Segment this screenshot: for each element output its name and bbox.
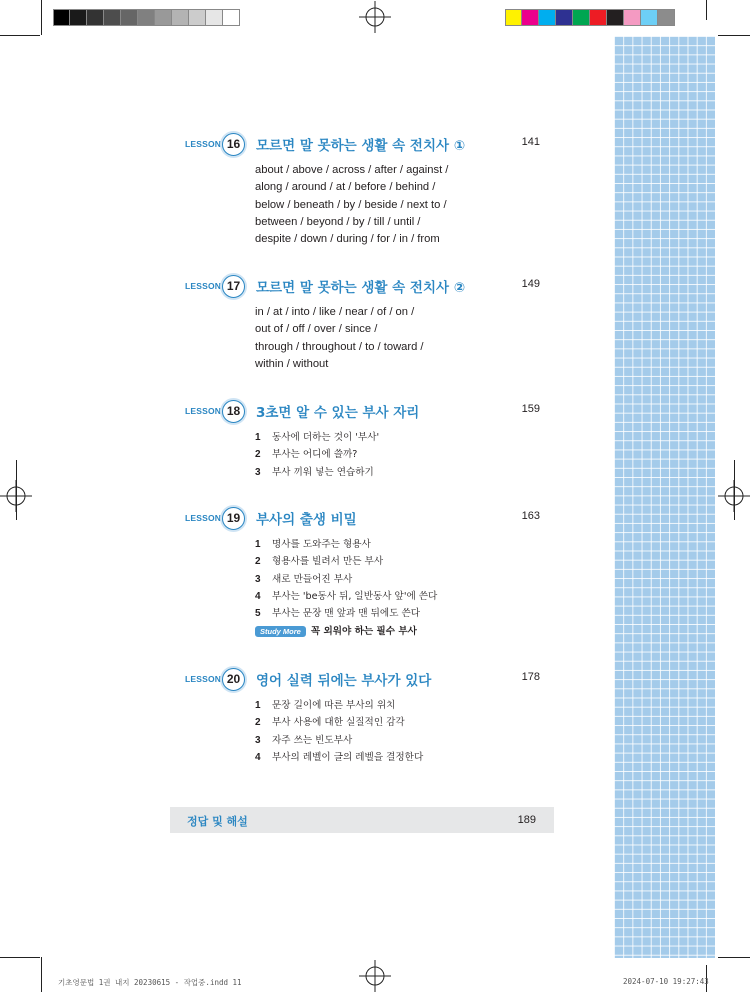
crop-mark (718, 35, 750, 36)
color-swatch (607, 9, 624, 26)
vocab-line: within / without (255, 357, 329, 370)
registration-mark-icon (359, 1, 391, 33)
color-swatch (539, 9, 556, 26)
color-swatch (590, 9, 607, 26)
color-swatch (641, 9, 658, 26)
topic-item: 2 부사는 어디에 쓸까? (255, 449, 358, 461)
crop-mark (706, 0, 707, 20)
crop-mark (0, 35, 40, 36)
color-swatch (70, 9, 87, 26)
study-more-text: 꼭 외워야 하는 필수 부사 (310, 626, 417, 638)
topic-item: 4 부사의 레벨이 글의 레벨을 결정한다 (255, 751, 424, 763)
answers-page-number: 189 (517, 814, 536, 826)
answers-label: 정답 및 해설 (187, 815, 248, 828)
color-swatch (505, 9, 522, 26)
topic-list (255, 536, 437, 640)
lesson-page-number: 159 (521, 403, 540, 415)
vocab-line: between / beyond / by / till / until / (255, 215, 421, 228)
grid-side-tab (614, 36, 715, 958)
topic-item: 3 부사 끼워 넣는 연습하기 (255, 466, 374, 478)
vocab-line: along / around / at / before / behind / (255, 181, 436, 194)
topic-list (255, 429, 379, 481)
color-swatch (206, 9, 223, 26)
crop-mark (718, 957, 750, 958)
lesson-18[interactable] (185, 400, 540, 485)
color-swatch (658, 9, 675, 26)
topic-item: 3 자주 쓰는 빈도부사 (255, 734, 353, 746)
lesson-title: 모르면 말 못하는 생활 속 전치사 ① (256, 138, 466, 154)
lesson-label: LESSON (185, 139, 222, 149)
lesson-label: LESSON (185, 513, 222, 523)
crop-mark (41, 0, 42, 35)
topic-item: 2 형용사를 빌려서 만든 부사 (255, 556, 384, 568)
topic-item: 1 문장 길이에 따른 부사의 위치 (255, 700, 396, 711)
topic-list (255, 697, 423, 766)
lesson-number-badge: 16 (222, 133, 245, 156)
lesson-page-number: 178 (521, 671, 540, 683)
color-swatch (624, 9, 641, 26)
crop-mark (734, 460, 735, 520)
topic-item: 1 동사에 더하는 것이 '부사' (255, 432, 380, 443)
color-swatch (53, 9, 70, 26)
vocab-list (255, 162, 448, 248)
color-swatch (223, 9, 240, 26)
lesson-page-number: 141 (521, 136, 540, 148)
topic-item: 4 부사는 'be동사 뒤, 일반동사 앞'에 쓴다 (255, 590, 438, 602)
lesson-label: LESSON (185, 281, 222, 291)
topic-item: 2 부사 사용에 대한 실질적인 감각 (255, 717, 405, 729)
vocab-line: about / above / across / after / against / (255, 164, 449, 176)
lesson-number-badge: 17 (222, 275, 245, 298)
lesson-title: 3초면 알 수 있는 부사 자리 (256, 405, 420, 421)
color-swatch (121, 9, 138, 26)
lesson-page-number: 149 (521, 278, 540, 290)
lesson-number-badge: 18 (222, 400, 245, 423)
crop-mark (0, 957, 40, 958)
lesson-page-number: 163 (521, 510, 540, 522)
lesson-number-badge: 20 (222, 668, 245, 691)
grayscale-bar (53, 9, 240, 26)
color-swatch (172, 9, 189, 26)
crop-mark (41, 957, 42, 992)
vocab-list (255, 304, 424, 373)
study-more-badge: Study More (255, 626, 306, 637)
lesson-19[interactable] (185, 507, 540, 647)
lesson-label: LESSON (185, 674, 222, 684)
color-swatch (155, 9, 172, 26)
vocab-line: out of / off / over / since / (255, 323, 378, 336)
topic-item: 1 명사를 도와주는 형용사 (255, 539, 371, 550)
color-swatch (573, 9, 590, 26)
lesson-number-badge: 19 (222, 507, 245, 530)
registration-mark-icon (359, 960, 391, 992)
color-swatch (104, 9, 121, 26)
lesson-20[interactable] (185, 668, 540, 768)
vocab-line: despite / down / during / for / in / from (255, 233, 440, 246)
lesson-17[interactable] (185, 275, 540, 375)
lesson-16[interactable] (185, 133, 540, 253)
lesson-title: 부사의 출생 비밀 (256, 512, 357, 528)
vocab-line: through / throughout / to / toward / (255, 340, 424, 353)
color-swatch (522, 9, 539, 26)
lesson-label: LESSON (185, 406, 222, 416)
vocab-line: in / at / into / like / near / of / on / (255, 306, 415, 318)
slug-timestamp: 2024-07-10 19:27:43 (623, 977, 709, 986)
study-more-row (255, 622, 437, 639)
lesson-title: 모르면 말 못하는 생활 속 전치사 ② (256, 280, 466, 296)
color-swatch (556, 9, 573, 26)
topic-item: 3 새로 만들어진 부사 (255, 573, 353, 585)
answers-section[interactable] (170, 807, 554, 833)
vocab-line: below / beneath / by / beside / next to / (255, 198, 447, 211)
lesson-title: 영어 실력 뒤에는 부사가 있다 (256, 673, 432, 689)
topic-item: 5 부사는 문장 맨 앞과 맨 뒤에도 쓴다 (255, 608, 421, 620)
color-swatch (87, 9, 104, 26)
color-swatch (189, 9, 206, 26)
slug-file-info: 기초영문법 1권 내지 20230615 - 작업중.indd 11 (58, 978, 242, 987)
crop-mark (16, 460, 17, 520)
color-swatch (138, 9, 155, 26)
color-bar (505, 9, 675, 26)
